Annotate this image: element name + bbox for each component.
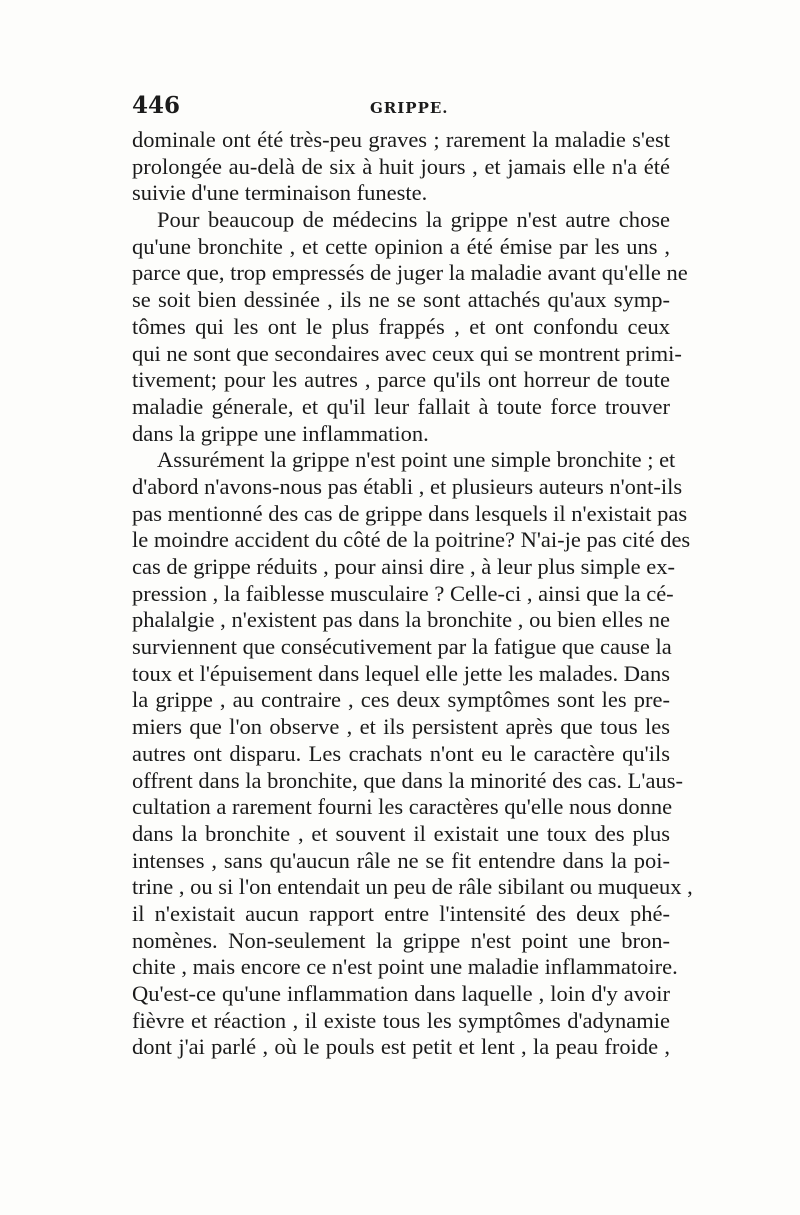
text-line: pas mentionné des cas de grippe dans lesquels il n'existait pas [132, 500, 688, 526]
text-line: cas de grippe réduits , pour ainsi dire , à leur plus simple ex- [132, 554, 675, 579]
text-line: Qu'est-ce qu'une inflammation dans laquelle , loin d'y avoir [132, 981, 670, 1006]
text-line: autres ont disparu. Les crachats n'ont eu le caractère qu'ils [132, 740, 670, 766]
text-line: Pour beaucoup de médecins la grippe n'est autre chose [157, 207, 670, 233]
text-line: qu'une bronchite , et cette opinion a été émise par les uns , [132, 233, 670, 259]
text-line: suivie d'une terminaison funeste. [132, 180, 428, 206]
text-line: dominale ont été très-peu graves ; rarement la maladie s'est [132, 127, 670, 152]
text-line: tômes qui les ont le plus frappés , et ont confondu ceux [132, 313, 670, 339]
text-line: dans la bronchite , et souvent il existait une toux des plus [132, 820, 670, 846]
text-line: cultation a rarement fourni les caractères qu'elle nous donne [132, 794, 673, 820]
text-line: prolongée au-delà de six à huit jours , et jamais elle n'a été [132, 153, 670, 179]
text-line: il n'existait aucun rapport entre l'intensité des deux phé- [132, 900, 670, 926]
text-line: fièvre et réaction , il existe tous les symptômes d'adynamie [132, 1007, 670, 1033]
text-line: chite , mais encore ce n'est point une maladie inflammatoire. [132, 954, 678, 980]
text-line: qui ne sont que secondaires avec ceux qui se montrent primi- [132, 340, 682, 366]
text-line: trine , ou si l'on entendait un peu de râle sibilant ou muqueux , [132, 874, 693, 900]
running-head [132, 92, 670, 124]
text-line: toux et l'épuisement dans lequel elle jette les malades. Dans [132, 660, 670, 686]
text-line: pression , la faiblesse musculaire ? Celle-ci , ainsi que la cé- [132, 580, 674, 606]
text-line: se soit bien dessinée , ils ne se sont attachés qu'aux symp- [132, 287, 670, 313]
text-line: offrent dans la bronchite, que dans la minorité des cas. L'aus- [132, 767, 683, 793]
text-line: dans la grippe une inflammation. [132, 420, 429, 446]
text-line: surviennent que consécutivement par la fatigue que cause la [132, 634, 672, 660]
text-line: dont j'ai parlé , où le pouls est petit et lent , la peau froide , [132, 1034, 670, 1060]
text-line: tivement; pour les autres , parce qu'ils ont horreur de toute [132, 367, 670, 393]
text-line: intenses , sans qu'aucun râle ne se fit entendre dans la poi- [132, 847, 670, 873]
text-line: nomènes. Non-seulement la grippe n'est point une bron- [132, 927, 670, 953]
body-text [132, 127, 693, 1061]
text-line: phalalgie , n'existent pas dans la bronchite , ou bien elles ne [132, 607, 670, 633]
text-line: la grippe , au contraire , ces deux symptômes sont les pre- [132, 687, 670, 713]
text-line: parce que, trop empressés de juger la maladie avant qu'elle ne [132, 260, 688, 286]
running-title: GRIPPE. [370, 99, 449, 117]
text-line: le moindre accident du côté de la poitrine? N'ai-je pas cité des [132, 527, 691, 553]
text-line: d'abord n'avons-nous pas établi , et plusieurs auteurs n'ont-ils [132, 473, 683, 499]
text-line: Assurément la grippe n'est point une simple bronchite ; et [157, 447, 676, 473]
page-number: 446 [132, 92, 181, 119]
text-line: miers que l'on observe , et ils persistent après que tous les [132, 714, 670, 740]
text-line: maladie génerale, et qu'il leur fallait à toute force trouver [132, 393, 670, 419]
